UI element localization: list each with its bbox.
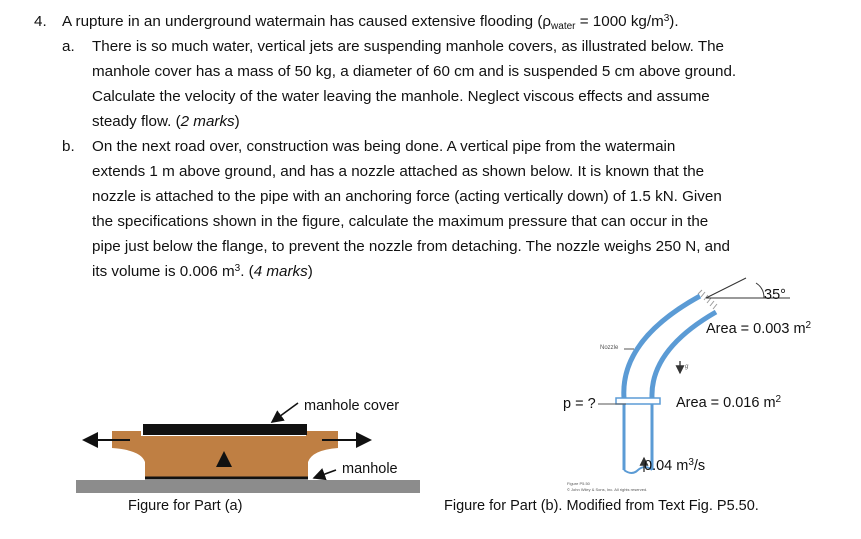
flow-rate-unit: /s xyxy=(693,458,706,474)
part-b-line-2: extends 1 m above ground, and has a nozzle attached as shown below. It is known that the xyxy=(92,163,705,180)
part-a-line-3: Calculate the velocity of the water leaving the manhole. Neglect viscous effects and assume xyxy=(92,88,710,105)
part-a-line-1: There is so much water, vertical jets are suspending manhole covers, as illustrated below. The xyxy=(92,38,725,55)
part-b-marks: 4 marks xyxy=(253,263,308,280)
rho-subscript: water xyxy=(551,21,576,32)
area-top-text: Area = 0.003 m xyxy=(706,321,806,337)
part-b-last-exp: 3 xyxy=(234,263,241,274)
pressure-label: p = ? xyxy=(563,396,596,412)
area-top-exp: 2 xyxy=(805,320,812,331)
part-a-line-2: manhole cover has a mass of 50 kg, a diameter of 60 cm and is suspended 5 cm above ground. xyxy=(92,63,737,80)
part-b-line-1: On the next road over, construction was being done. A vertical pipe from the watermain xyxy=(92,138,676,155)
figure-a-caption: Figure for Part (a) xyxy=(128,498,243,514)
part-b-label: b. xyxy=(62,138,75,155)
nozzle-outer-wall xyxy=(624,296,700,398)
flow-rate-label xyxy=(644,458,705,474)
angle-arc xyxy=(756,283,764,298)
area-top-label xyxy=(706,321,811,337)
part-a-close: ) xyxy=(234,113,240,130)
figure-b-caption: Figure for Part (b). Modified from Text Fig. P5.50. xyxy=(444,498,759,514)
intro-eq: = 1000 kg/m xyxy=(575,13,664,30)
pipe-flange xyxy=(616,398,660,404)
part-b-last-text: its volume is 0.006 m xyxy=(92,263,235,280)
manhole-cover-label: manhole cover xyxy=(304,398,400,414)
part-b-line-3: nozzle is attached to the pipe with an anchoring force (acting vertically down) of 1.5 kN. Given xyxy=(92,188,722,205)
area-bottom-exp: 2 xyxy=(775,394,782,405)
question-number: 4. xyxy=(34,13,47,30)
rho-symbol: ρ xyxy=(542,13,552,30)
part-b-close: ) xyxy=(307,263,313,280)
flow-rate-exp: 3 xyxy=(688,457,694,468)
area-bottom-text: Area = 0.016 m xyxy=(676,395,776,411)
part-a-last-text: steady flow. ( xyxy=(92,113,181,130)
nozzle-label: Nozzle xyxy=(600,345,619,351)
intro-post: ). xyxy=(669,13,679,30)
part-a-label: a. xyxy=(62,38,75,55)
intro-exp: 3 xyxy=(663,13,670,24)
part-b-last-mid: . ( xyxy=(240,263,254,280)
area-bottom-label xyxy=(676,395,781,411)
figure-credit-1: Figure P5.50 xyxy=(567,481,590,486)
manhole-label: manhole xyxy=(342,461,398,477)
angle-jet-line xyxy=(706,278,746,298)
part-a-marks: 2 marks xyxy=(180,113,235,130)
gravity-label: g xyxy=(685,364,689,370)
intro-text: A rupture in an underground watermain has caused extensive flooding ( xyxy=(62,13,543,30)
part-b-line-4: the specifications shown in the figure, calculate the maximum pressure that can occur in the xyxy=(92,213,709,230)
flow-rate-text: 0.04 m xyxy=(644,458,689,474)
part-b-line-5: pipe just below the flange, to prevent the nozzle from detaching. The nozzle weighs 250 N, and xyxy=(92,238,730,255)
nozzle-outlet xyxy=(698,290,717,309)
angle-label: 35° xyxy=(764,287,786,303)
figure-credit-2: © John Wiley & Sons, Inc. All rights reserved. xyxy=(567,487,648,492)
